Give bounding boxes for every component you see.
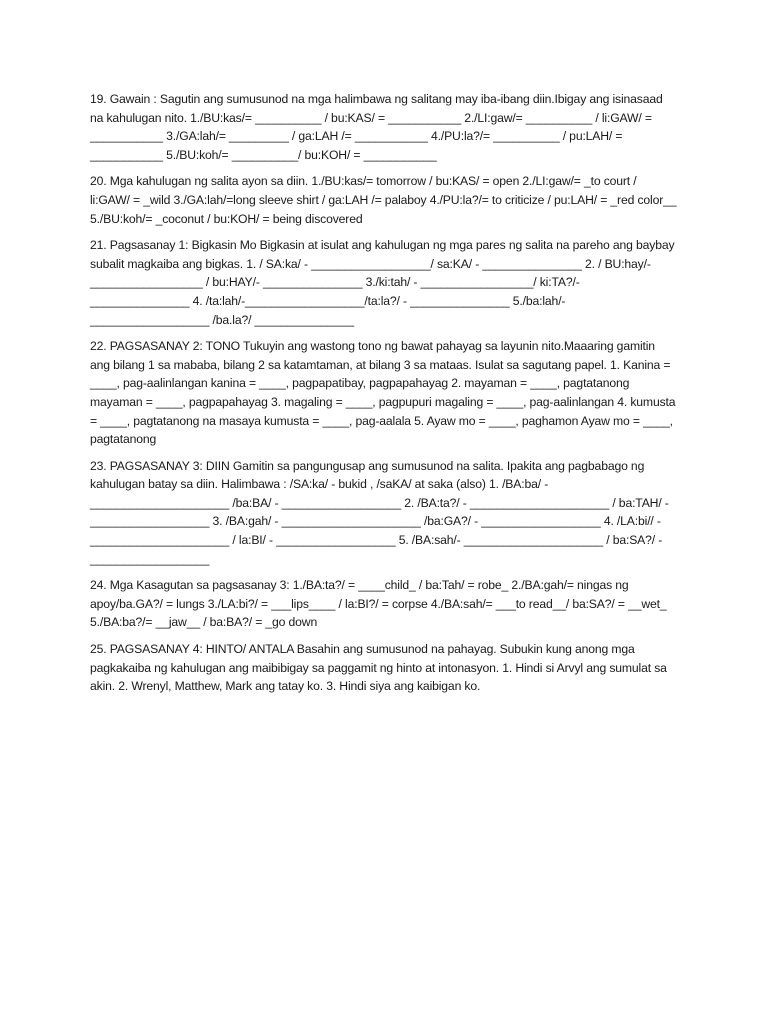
document-body — [90, 90, 678, 704]
paragraph-21-pagsasanay-1: 21. Pagsasanay 1: Bigkasin Mo Bigkasin at isulat ang kahulugan ng mga pares ng salita na pareho ang baybay subalit magkaiba ang bigkas. 1. / SA:ka/ - __________________/ sa:KA/ - _______________ 2. / BU:hay/-_________________ / bu:HAY/- _______________ 3./ki:tah/ - _________________/ ki:TA?/- _______________ 4. /ta:lah/-__________________/ta:la?/ - _______________ 5./ba:lah/- __________________ /ba.la?/ _______________ — [90, 238, 675, 327]
paragraph-19-gawain: 19. Gawain : Sagutin ang sumusunod na mga halimbawa ng salitang may iba-ibang diin.Ibigay ang isinasaad na kahulugan nito. 1./BU:kas/= __________ / bu:KAS/ = ___________ 2./LI:gaw/= __________ / li:GAW/ = ___________ 3./GA:lah/= _________ / ga:LAH /= ___________ 4./PU:la?/= __________ / pu:LAH/ = ___________ 5./BU:koh/= __________/ bu:KOH/ = ___________ — [90, 92, 663, 162]
paragraph-20-kahulugan: 20. Mga kahulugan ng salita ayon sa diin. 1./BU:kas/= tomorrow / bu:KAS/ = open 2./LI:gaw/= _to court / li:GAW/ = _wild 3./GA:lah/=long sleeve shirt / ga:LAH /= palaboy 4./PU:la?/= to criticize / pu:LAH/ = _red color__ 5./BU:koh/= _coconut / bu:KOH/ = being discovered — [90, 174, 677, 226]
paragraph-22-pagsasanay-2: 22. PAGSASANAY 2: TONO Tukuyin ang wastong tono ng bawat pahayag sa layunin nito.Maaaring gamitin ang bilang 1 sa mababa, bilang 2 sa katamtaman, at bilang 3 sa mataas. Isulat sa sagutang papel. 1. Kanina = ____, pag-aalinlangan kanina = ____, pagpapatibay, pagpapahayag 2. mayaman = ____, pagtatanong mayaman = ____, pagpapahayag 3. magaling = ____, pagpupuri magaling = ____, pag-aalinlangan 4. kumusta = ____, pagtatanong na masaya kumusta = ____, pag-aalala 5. Ayaw mo = ____, paghamon Ayaw mo = ____, pagtatanong — [90, 339, 676, 447]
paragraph-24-kasagutan: 24. Mga Kasagutan sa pagsasanay 3: 1./BA:ta?/ = ____child_ / ba:Tah/ = robe_ 2./BA:gah/= ningas ng apoy/ba.GA?/ = lungs 3./LA:bi?/ = ___lips____ / la:BI?/ = corpse 4./BA:sah/= ___to read__/ ba:SA?/ = __wet_ 5./BA:ba?/= __jaw__ / ba:BA?/ = _go down — [90, 578, 667, 630]
paragraph-25-pagsasanay-4: 25. PAGSASANAY 4: HINTO/ ANTALA Basahin ang sumusunod na pahayag. Subukin kung anong mga pagkakaiba ng kahulugan ang maibibigay sa paggamit ng hinto at intonasyon. 1. Hindi si Arvyl ang sumulat sa akin. 2. Wrenyl, Matthew, Mark ang tatay ko. 3. Hindi siya ang kaibigan ko. — [90, 642, 667, 694]
paragraph-23-pagsasanay-3: 23. PAGSASANAY 3: DIIN Gamitin sa pangungusap ang sumusunod na salita. Ipakita ang pagbabago ng kahulugan batay sa diin. Halimbawa : /SA:ka/ - bukid , /saKA/ at saka (also) 1. /BA:ba/ - _____________________ /ba:BA/ - __________________ 2. /BA:ta?/ - _____________________ / ba:TAH/ - __________________ 3. /BA:gah/ - _____________________ /ba:GA?/ - __________________ 4. /LA:bi// - _____________________ / la:BI/ - __________________ 5. /BA:sah/- _____________________ / ba:SA?/ - __________________ — [90, 458, 669, 566]
